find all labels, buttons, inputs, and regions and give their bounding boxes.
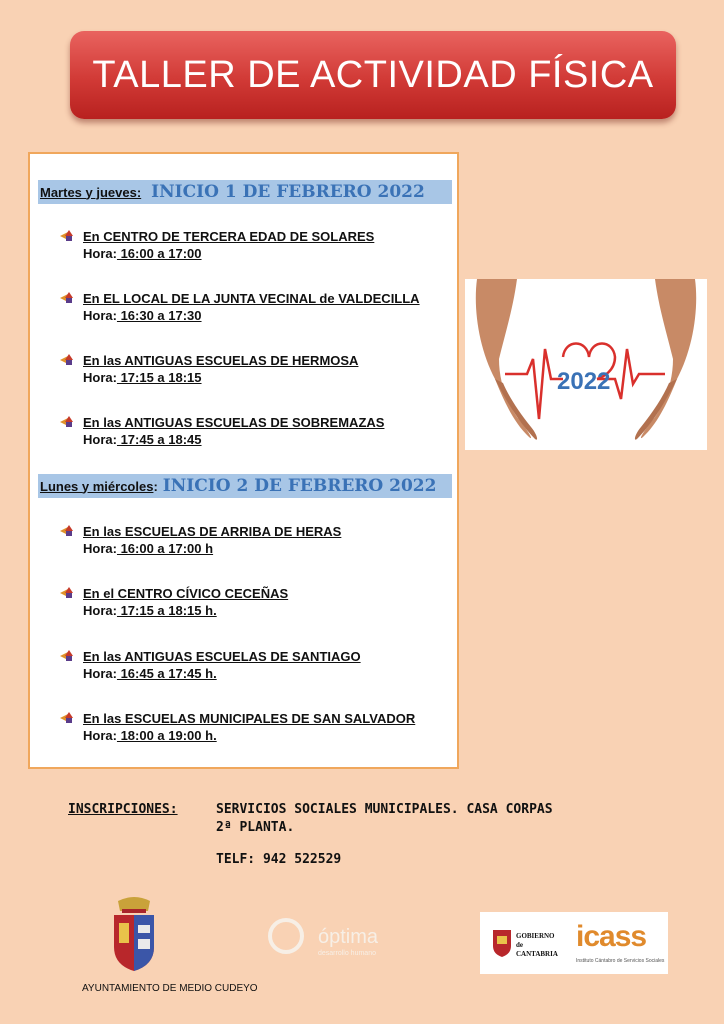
bullet-icon <box>60 230 74 242</box>
section-start-date: INICIO 2 DE FEBRERO 2022 <box>162 476 437 496</box>
entry-hours <box>83 308 455 328</box>
hours-label: Hora: <box>83 432 117 447</box>
schedule-entry <box>60 646 455 686</box>
gobierno-word: GOBIERNO <box>516 932 555 940</box>
entry-place: En las ESCUELAS MUNICIPALES DE SAN SALVADOR <box>83 710 416 726</box>
entry-place: En las ESCUELAS DE ARRIBA DE HERAS <box>83 523 342 539</box>
hours-value: 16:45 a 17:45 h. <box>116 666 217 681</box>
title-banner <box>70 31 676 119</box>
registration-info <box>68 802 178 817</box>
cantabria-shield-icon <box>492 928 512 958</box>
hours-value: 16:00 a 17:00 <box>116 246 202 261</box>
bullet-icon <box>60 712 74 724</box>
entry-hours <box>83 603 455 623</box>
bullet-icon <box>60 292 74 304</box>
schedule-entry <box>60 583 455 623</box>
hours-label: Hora: <box>83 666 117 681</box>
hours-label: Hora: <box>83 370 117 385</box>
section-header-tuesday-thursday <box>38 180 452 204</box>
icass-subtitle: Instituto Cántabro de Servicios Sociales <box>576 958 665 964</box>
page-title: TALLER DE ACTIVIDAD FÍSICA <box>92 53 654 96</box>
hours-value: 16:30 a 17:30 <box>116 308 202 323</box>
bullet-icon <box>60 587 74 599</box>
bullet-icon <box>60 650 74 662</box>
schedule-entry <box>60 226 455 266</box>
hours-label: Hora: <box>83 308 117 323</box>
entry-hours <box>83 541 455 561</box>
optima-name: óptima <box>318 926 379 948</box>
hours-label: Hora: <box>83 603 117 618</box>
hours-label: Hora: <box>83 728 117 743</box>
bullet-icon <box>60 354 74 366</box>
entry-hours <box>83 370 455 390</box>
registration-address-line1: SERVICIOS SOCIALES MUNICIPALES. CASA CORPAS <box>216 802 553 817</box>
entry-hours <box>83 666 455 686</box>
hours-value: 18:00 a 19:00 h. <box>116 728 217 743</box>
coat-of-arms-icon <box>106 895 162 973</box>
optima-circle-icon <box>268 918 304 954</box>
hours-value: 16:00 a 17:00 h <box>116 541 214 556</box>
icass-logo-text: icass <box>576 920 647 953</box>
hands-heartbeat-illustration <box>465 279 707 450</box>
registration-label: INSCRIPCIONES: <box>68 802 178 817</box>
hours-value: 17:45 a 18:45 <box>116 432 202 447</box>
section-header-monday-wednesday: Lunes y miércoles : INICIO 2 DE FEBRERO 2022 <box>38 474 452 498</box>
schedule-entry <box>60 521 455 561</box>
entry-place: En las ANTIGUAS ESCUELAS DE HERMOSA <box>83 352 359 368</box>
schedule-entry <box>60 412 455 452</box>
hours-label: Hora: <box>83 246 117 261</box>
ayuntamiento-coat-of-arms <box>106 895 162 973</box>
section-start-date: INICIO 1 DE FEBRERO 2022 <box>151 182 425 202</box>
hours-value: 17:15 a 18:15 <box>116 370 202 385</box>
de-word: de <box>516 941 523 949</box>
optima-logo <box>268 916 390 964</box>
gobierno-icass-logos <box>480 912 668 974</box>
image-year-text: 2022 <box>557 368 611 395</box>
entry-place: En EL LOCAL DE LA JUNTA VECINAL de VALDECILLA <box>83 290 420 306</box>
schedule-card <box>28 152 459 769</box>
entry-place: En las ANTIGUAS ESCUELAS DE SOBREMAZAS <box>83 414 385 430</box>
bullet-icon <box>60 416 74 428</box>
entry-hours <box>83 246 455 266</box>
entry-hours <box>83 728 455 748</box>
section-days: Martes y jueves: <box>40 184 142 200</box>
entry-hours <box>83 432 455 452</box>
schedule-entry <box>60 708 455 748</box>
registration-phone: TELF: 942 522529 <box>216 852 342 867</box>
gobierno-cantabria-text <box>516 932 558 959</box>
schedule-entry <box>60 288 455 328</box>
hours-label: Hora: <box>83 541 117 556</box>
hours-value: 17:15 a 18:15 h. <box>116 603 217 618</box>
entry-place: En las ANTIGUAS ESCUELAS DE SANTIAGO <box>83 648 361 664</box>
ayuntamiento-label: AYUNTAMIENTO DE MEDIO CUDEYO <box>82 983 258 994</box>
entry-place: En el CENTRO CÍVICO CECEÑAS <box>83 585 289 601</box>
registration-address-line2: 2ª PLANTA. <box>216 820 295 835</box>
section-days: Lunes y miércoles <box>40 478 154 494</box>
hands-heartbeat-image <box>465 279 707 450</box>
schedule-entry <box>60 350 455 390</box>
cantabria-word: CANTABRIA <box>516 950 558 958</box>
optima-tagline: desarrollo humano <box>318 950 376 957</box>
entry-place: En CENTRO DE TERCERA EDAD DE SOLARES <box>83 228 375 244</box>
bullet-icon <box>60 525 74 537</box>
